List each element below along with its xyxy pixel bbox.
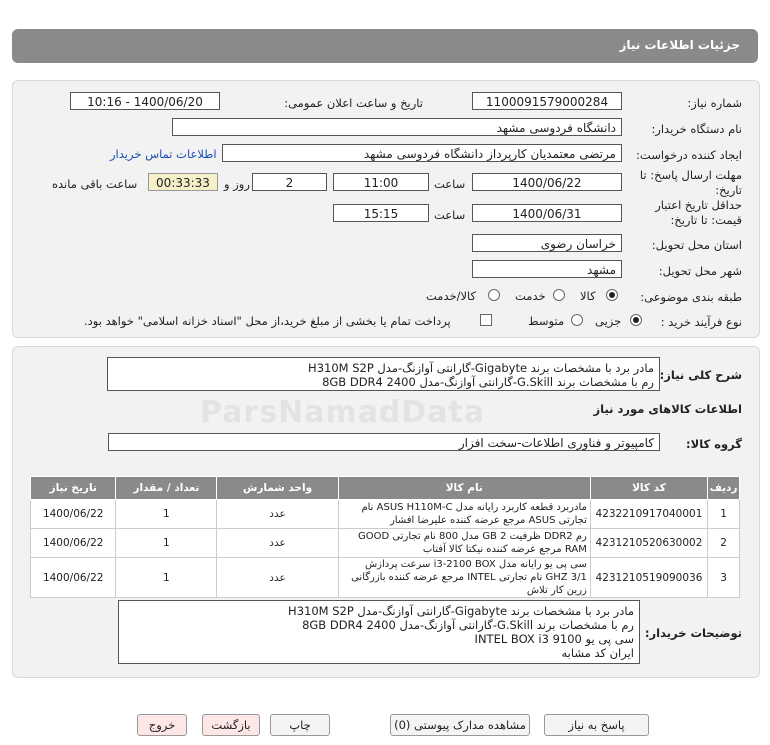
category-service-label: خدمت (515, 289, 546, 303)
category-goods-label: کالا (580, 289, 596, 303)
announce-field[interactable]: 1400/06/20 - 10:16 (70, 92, 220, 110)
process-minor-radio[interactable] (630, 314, 642, 326)
category-service-radio[interactable] (553, 289, 565, 301)
days-field[interactable]: 2 (252, 173, 327, 191)
category-both-radio[interactable] (488, 289, 500, 301)
buyer-org-label: نام دستگاه خریدار: (651, 122, 742, 136)
header-bar (12, 29, 758, 63)
cell-qty: 1 (116, 500, 217, 529)
cell-code: 4231210519090036 (590, 558, 707, 598)
cell-unit: عدد (217, 500, 338, 529)
buyer-notes-textarea[interactable] (118, 600, 640, 664)
contact-buyer-link[interactable]: اطلاعات تماس خریدار (110, 147, 217, 161)
goods-table (30, 476, 740, 598)
reply-button[interactable]: پاسخ به نیاز (544, 714, 649, 736)
summary-line-1: مادر برد با مشخصات برند Gigabyte-گارانتی آوازنگ-مدل H310M S2P (308, 361, 654, 375)
cell-unit: عدد (217, 558, 338, 598)
treasury-payment-note: پرداخت تمام یا بخشی از مبلغ خرید،از محل "اسناد خزانه اسلامی" خواهد بود. (84, 314, 451, 328)
table-header-row (31, 477, 740, 500)
deadline-time-field[interactable]: 11:00 (333, 173, 429, 191)
category-both-label: کالا/خدمت (426, 289, 477, 303)
cell-name: مادربرد قطعه کاربرد رایانه مدل ASUS H110M-C نام تجارتی ASUS مرجع عرضه کننده علیرضا افشار (338, 500, 590, 529)
header-name: نام کالا (338, 477, 590, 500)
remaining-time-field: 00:33:33 (148, 173, 218, 191)
header-date: تاریخ نیاز (31, 477, 116, 500)
buyer-notes-label: توضیحات خریدار: (644, 626, 742, 640)
validity-label-2: قیمت: تا تاریخ: (670, 213, 742, 227)
deadline-date-field[interactable]: 1400/06/22 (472, 173, 622, 191)
validity-time-field[interactable]: 15:15 (333, 204, 429, 222)
cell-name: سی پی یو رایانه مدل i3-2100 BOX سرعت پردازش GHZ 3/1 نام تجارتی INTEL مرجع عرضه کننده بازرگانی زرین کار تلاش (338, 558, 590, 598)
process-medium-label: متوسط (528, 314, 565, 328)
cell-row: 2 (708, 529, 740, 558)
validity-time-label: ساعت (434, 208, 466, 222)
category-goods-radio[interactable] (606, 289, 618, 301)
announce-label: تاریخ و ساعت اعلان عمومی: (284, 96, 423, 110)
city-label: شهر محل تحویل: (658, 264, 742, 278)
buyer-org-field[interactable]: دانشگاه فردوسی مشهد (172, 118, 622, 136)
days-label: روز و (224, 177, 250, 191)
validity-date-field[interactable]: 1400/06/31 (472, 204, 622, 222)
validity-label: حداقل تاریخ اعتبار (655, 198, 742, 212)
cell-row: 3 (708, 558, 740, 598)
summary-textarea[interactable] (107, 357, 660, 391)
summary-line-2: رم با مشخصات برند G.Skill-گارانتی آوازنگ-مدل 2400 8GB DDR4 (322, 375, 654, 389)
cell-qty: 1 (116, 558, 217, 598)
buyer-notes-line-2: رم با مشخصات برند G.Skill-گارانتی آوازنگ-مدل 2400 8GB DDR4 (302, 618, 634, 632)
buyer-notes-line-4: ایران کد مشابه (561, 646, 634, 660)
requester-label: ایجاد کننده درخواست: (636, 148, 742, 162)
category-label: طبقه بندی موضوعی: (640, 290, 742, 304)
process-minor-label: جزیی (595, 314, 622, 328)
treasury-payment-checkbox[interactable] (480, 314, 492, 326)
buyer-notes-line-3: سی پی یو INTEL BOX i3 9100 (474, 632, 634, 646)
cell-row: 1 (708, 500, 740, 529)
need-number-label: شماره نیاز: (687, 96, 742, 110)
table-row[interactable] (31, 529, 740, 558)
city-field[interactable]: مشهد (472, 260, 622, 278)
header-qty: تعداد / مقدار (116, 477, 217, 500)
summary-label: شرح کلی نیاز: (659, 368, 742, 382)
cell-code: 4231210520630002 (590, 529, 707, 558)
cell-unit: عدد (217, 529, 338, 558)
page-title: جزئیات اطلاعات نیاز (619, 38, 740, 52)
process-medium-radio[interactable] (571, 314, 583, 326)
attachments-button[interactable]: مشاهده مدارک پیوستی (0) (390, 714, 530, 736)
header-code: کد کالا (590, 477, 707, 500)
buyer-notes-line-1: مادر برد با مشخصات برند Gigabyte-گارانتی آوازنگ-مدل H310M S2P (288, 604, 634, 618)
process-label: نوع فرآیند خرید : (660, 315, 742, 329)
goods-group-label: گروه کالا: (686, 437, 742, 451)
table-row[interactable] (31, 500, 740, 529)
cell-code: 4232210917040001 (590, 500, 707, 529)
watermark: ParsNamadData (200, 395, 486, 430)
cell-date: 1400/06/22 (31, 500, 116, 529)
deadline-label-2: تاریخ: (715, 183, 742, 197)
cell-date: 1400/06/22 (31, 558, 116, 598)
cell-date: 1400/06/22 (31, 529, 116, 558)
need-number-field[interactable]: 1100091579000284 (472, 92, 622, 110)
back-button[interactable]: بازگشت (202, 714, 260, 736)
header-unit: واحد شمارش (217, 477, 338, 500)
deadline-time-label: ساعت (434, 177, 466, 191)
deadline-label: مهلت ارسال پاسخ: تا (639, 168, 742, 182)
exit-button[interactable]: خروج (137, 714, 187, 736)
header-row: ردیف (708, 477, 740, 500)
table-row[interactable] (31, 558, 740, 598)
province-field[interactable]: خراسان رضوی (472, 234, 622, 252)
print-button[interactable]: چاپ (270, 714, 330, 736)
remaining-label: ساعت باقی مانده (52, 177, 138, 191)
cell-name: رم DDR2 ظرفیت 2 GB مدل 800 نام تجارتی GOOD RAM مرجع عرضه کننده نیکتا کالا آفتاب (338, 529, 590, 558)
province-label: استان محل تحویل: (651, 238, 742, 252)
cell-qty: 1 (116, 529, 217, 558)
goods-group-field[interactable]: کامپیوتر و فناوری اطلاعات-سخت افزار (108, 433, 660, 451)
goods-section-title: اطلاعات کالاهای مورد نیاز (593, 402, 742, 416)
requester-field[interactable]: مرتضی معتمدیان کارپرداز دانشگاه فردوسی مشهد (222, 144, 622, 162)
